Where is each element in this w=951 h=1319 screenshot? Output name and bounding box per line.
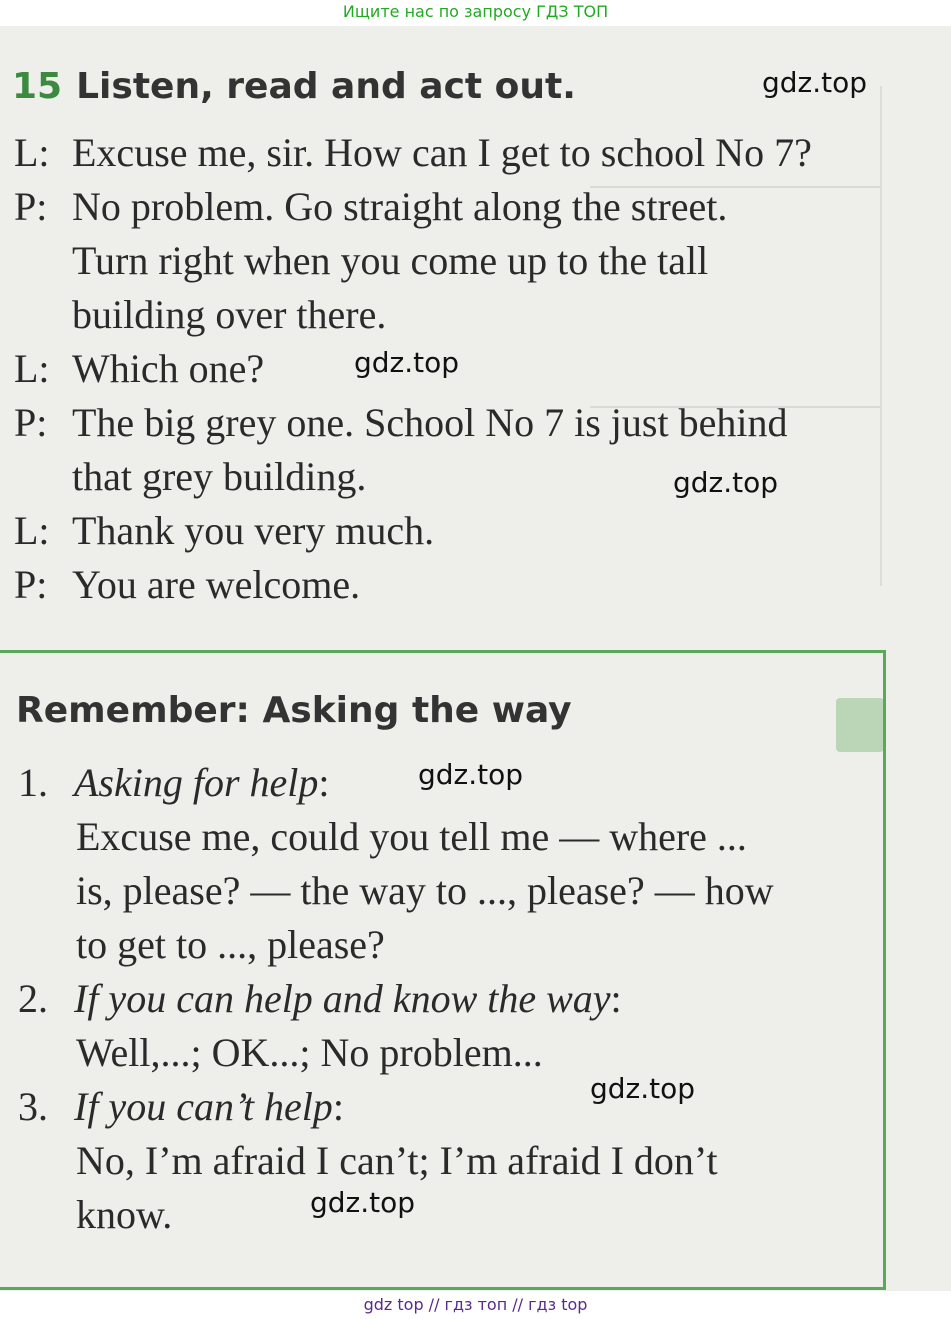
remember-item-1 xyxy=(18,756,330,810)
dialog-continuation: Turn right when you come up to the tall xyxy=(72,238,709,283)
line-text: You are welcome. xyxy=(72,562,361,607)
item-line: is, please? — the way to ..., please? — how xyxy=(76,868,774,913)
exercise-heading xyxy=(12,66,576,107)
speaker: P: xyxy=(14,400,48,445)
speaker: L: xyxy=(14,508,50,553)
footer-bar: gdz top // гдз топ // гдз top xyxy=(0,1291,951,1319)
line-text: Excuse me, sir. How can I get to school No 7? xyxy=(72,130,812,175)
dialog-continuation: building over there. xyxy=(72,292,387,337)
watermark: gdz.top xyxy=(762,66,868,99)
watermark: gdz.top xyxy=(354,346,460,379)
remember-item-2 xyxy=(18,972,622,1026)
speaker: L: xyxy=(14,130,50,175)
watermark: gdz.top xyxy=(590,1072,696,1105)
item-line: Excuse me, could you tell me — where ... xyxy=(76,814,747,859)
item-colon: : xyxy=(332,1084,344,1129)
item-line: know. xyxy=(76,1192,173,1237)
top-banner: Ищите нас по запросу ГДЗ ТОП xyxy=(0,0,951,26)
item-line: Well,...; OK...; No problem... xyxy=(76,1030,543,1075)
item-heading: If you can’t help xyxy=(74,1084,333,1129)
line-text: No problem. Go straight along the street. xyxy=(72,184,728,229)
dialog-line xyxy=(14,180,894,234)
exercise-number: 15 xyxy=(12,66,63,107)
item-colon: : xyxy=(610,976,622,1021)
item-number: 3. xyxy=(18,1084,48,1129)
speaker: P: xyxy=(14,184,48,229)
line-text: The big grey one. School No 7 is just behind xyxy=(72,400,788,445)
item-line: to get to ..., please? xyxy=(76,922,385,967)
dialog-line xyxy=(14,558,894,612)
dialog-line xyxy=(14,126,894,180)
remember-title: Remember: Asking the way xyxy=(16,690,572,731)
dialog-line xyxy=(14,396,894,450)
watermark: gdz.top xyxy=(673,466,779,499)
item-number: 2. xyxy=(18,976,48,1021)
dialog-continuation: that grey building. xyxy=(72,454,367,499)
remember-item-3 xyxy=(18,1080,344,1134)
watermark: gdz.top xyxy=(310,1186,416,1219)
dialog-line xyxy=(14,504,894,558)
item-heading: Asking for help xyxy=(74,760,319,805)
item-line: No, I’m afraid I can’t; I’m afraid I don’t xyxy=(76,1138,718,1183)
item-number: 1. xyxy=(18,760,48,805)
line-text: Thank you very much. xyxy=(72,508,435,553)
textbook-page xyxy=(0,26,951,1291)
line-text: Which one? xyxy=(72,346,265,391)
speaker: P: xyxy=(14,562,48,607)
item-colon: : xyxy=(318,760,330,805)
speaker: L: xyxy=(14,346,50,391)
watermark: gdz.top xyxy=(418,758,524,791)
item-heading: If you can help and know the way xyxy=(74,976,611,1021)
exercise-title: Listen, read and act out. xyxy=(76,66,576,107)
